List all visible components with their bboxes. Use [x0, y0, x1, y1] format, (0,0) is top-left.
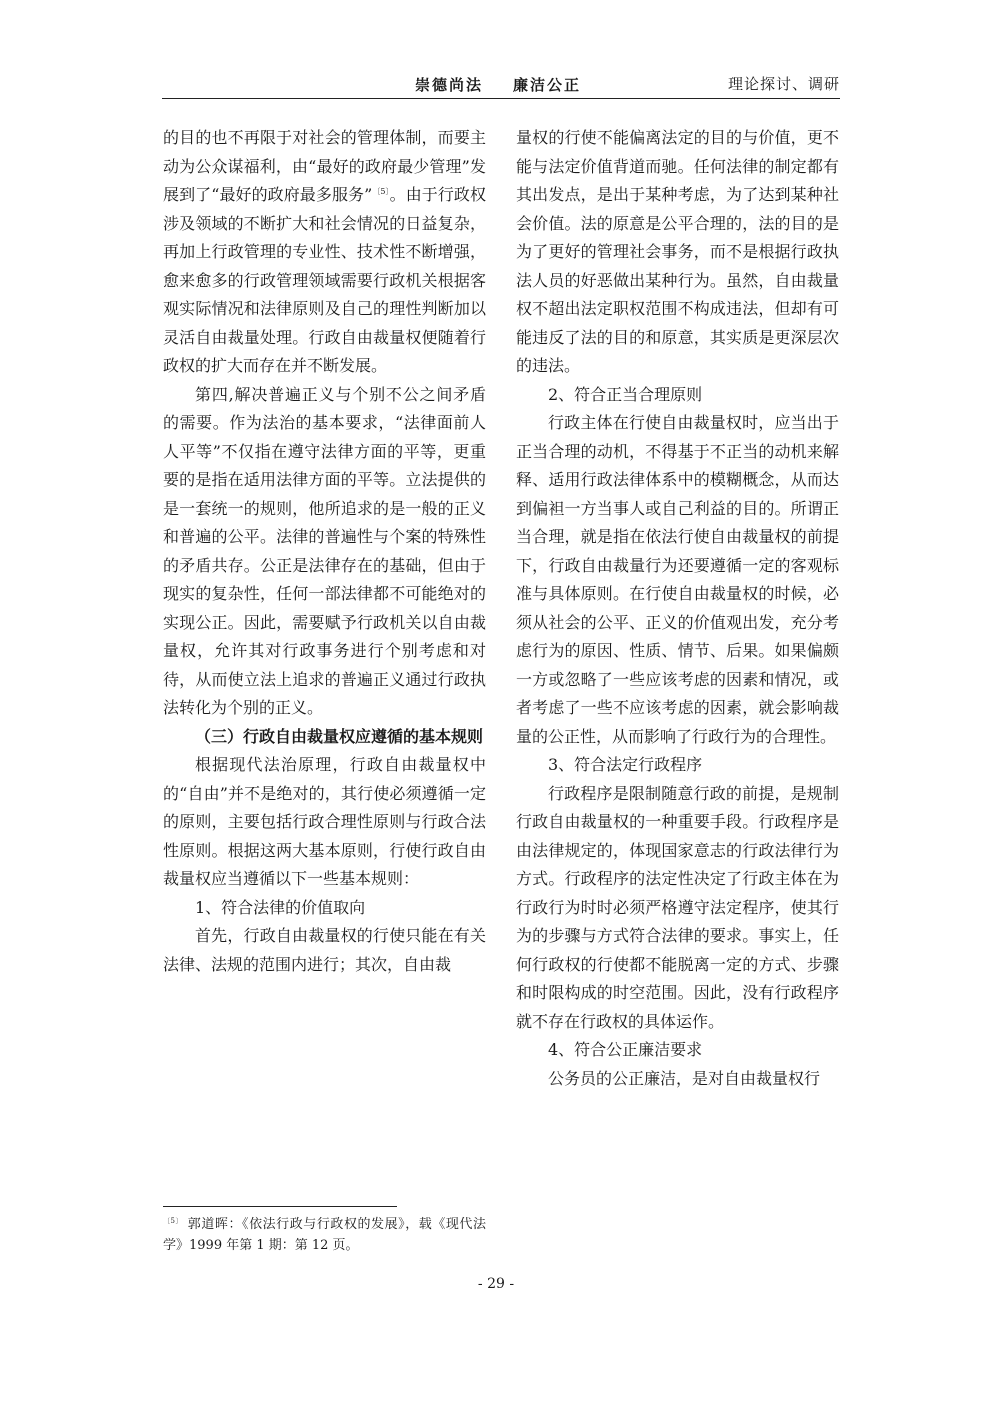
paragraph: 首先，行政自由裁量权的行使只能在有关法律、法规的范围内进行；其次，自由裁 — [163, 926, 486, 974]
footnote — [163, 1214, 486, 1256]
header-motto-left: 崇德尚法 — [415, 76, 484, 94]
paragraph: 公务员的公正廉洁，是对自由裁量权行 — [548, 1068, 821, 1088]
header-motto — [415, 74, 581, 95]
paragraph-text: 的目的也不再限于对社会的管理体制，而要主动为公众谋福利，由“最好的政府最少管理”发展到了“最好的政府最多服务” — [163, 128, 486, 204]
footnote-divider — [163, 1206, 397, 1207]
section-heading: （三）行政自由裁量权应遵循的基本规则 — [195, 726, 484, 746]
header-motto-right: 廉洁公正 — [513, 76, 582, 94]
left-column — [163, 124, 486, 979]
paragraph: 第四,解决普遍正义与个别不公之间矛盾的需要。作为法治的基本要求，“法律面前人人平等”不仅指在遵守法律方面的平等，更重要的是指在适用法律方面的平等。立法提供的是一套统一的规则，他所追求的是一般的正义和普遍的公平。法律的普遍性与个案的特殊性的矛盾共存。公正是法律存在的基础，但由于现实的复杂性，任何一部法律都不可能绝对的实现公正。因此，需要赋予行政机关以自由裁量权，允许其对行政事务进行个别考虑和对待，从而使立法上追求的普遍正义通过行政执法转化为个别的正义。 — [163, 384, 486, 717]
paragraph: 行政主体在行使自由裁量权时，应当出于正当合理的动机，不得基于不正当的动机来解释、适用行政法律体系中的模糊概念，从而达到偏袒一方当事人或自己利益的目的。所谓正当合理，就是指在依法行使自由裁量权的前提下，行政自由裁量行为还要遵循一定的客观标准与具体原则。在行使自由裁量权的时候，必须从社会的公平、正义的价值观出发，充分考虑行为的原因、性质、情节、后果。如果偏颇一方或忽略了一些应该考虑的因素和情况，或者考虑了一些不应该考虑的因素，就会影响裁量的公正性，从而影响了行政行为的合理性。 — [516, 413, 839, 746]
paragraph — [163, 124, 486, 381]
right-column — [516, 124, 839, 1093]
subheading: 2、符合正当合理原则 — [548, 384, 703, 404]
footnote-marker: 〔5〕 — [163, 1217, 184, 1225]
paragraph: 行政程序是限制随意行政的前提，是规制行政自由裁量权的一种重要手段。行政程序是由法律规定的，体现国家意志的行政法律行为方式。行政程序的法定性决定了行政主体在为行政行为时时必须严格遵守法定程序，使其行为的步骤与方式符合法律的要求。事实上，任何行政权的行使都不能脱离一定的方式、步骤和时限构成的时空范围。因此，没有行政程序就不存在行政权的具体运作。 — [516, 783, 839, 1031]
subheading: 1、符合法律的价值取向 — [195, 897, 366, 917]
running-header — [162, 72, 840, 99]
page-number: - 29 - — [477, 1276, 515, 1292]
paragraph: 量权的行使不能偏离法定的目的与价值，更不能与法定价值背道而驰。任何法律的制定都有其出发点，是出于某种考虑，为了达到某种社会价值。法的原意是公平合理的，法的目的是为了更好的管理社会事务，而不是根据行政执法人员的好恶做出某种行为。虽然，自由裁量权不超出法定职权范围不构成违法，但却有可能违反了法的目的和原意，其实质是更深层次的违法。 — [516, 128, 839, 375]
header-section-title: 理论探讨、调研 — [727, 75, 840, 93]
footnote-text: 郭道晖：《依法行政与行政权的发展》，载《现代法学》1999 年第 1 期：第 12 页。 — [163, 1217, 486, 1253]
paragraph-text: 。由于行政权涉及领域的不断扩大和社会情况的日益复杂，再加上行政管理的专业性、技术性不断增强，愈来愈多的行政管理领域需要行政机关根据客观实际情况和法律原则及自己的理性判断加以灵活自由裁量处理。行政自由裁量权便随着行政权的扩大而存在并不断发展。 — [163, 185, 486, 375]
subheading: 3、符合法定行政程序 — [548, 755, 703, 774]
paragraph: 根据现代法治原理，行政自由裁量权中的“自由”并不是绝对的，其行使必须遵循一定的原则，主要包括行政合理性原则与行政合法性原则。根据这两大基本原则，行使行政自由裁量权应当遵循以下一些基本规则： — [163, 755, 486, 888]
footnote-ref: 〔5〕 — [372, 187, 390, 196]
subheading: 4、符合公正廉洁要求 — [548, 1040, 703, 1059]
